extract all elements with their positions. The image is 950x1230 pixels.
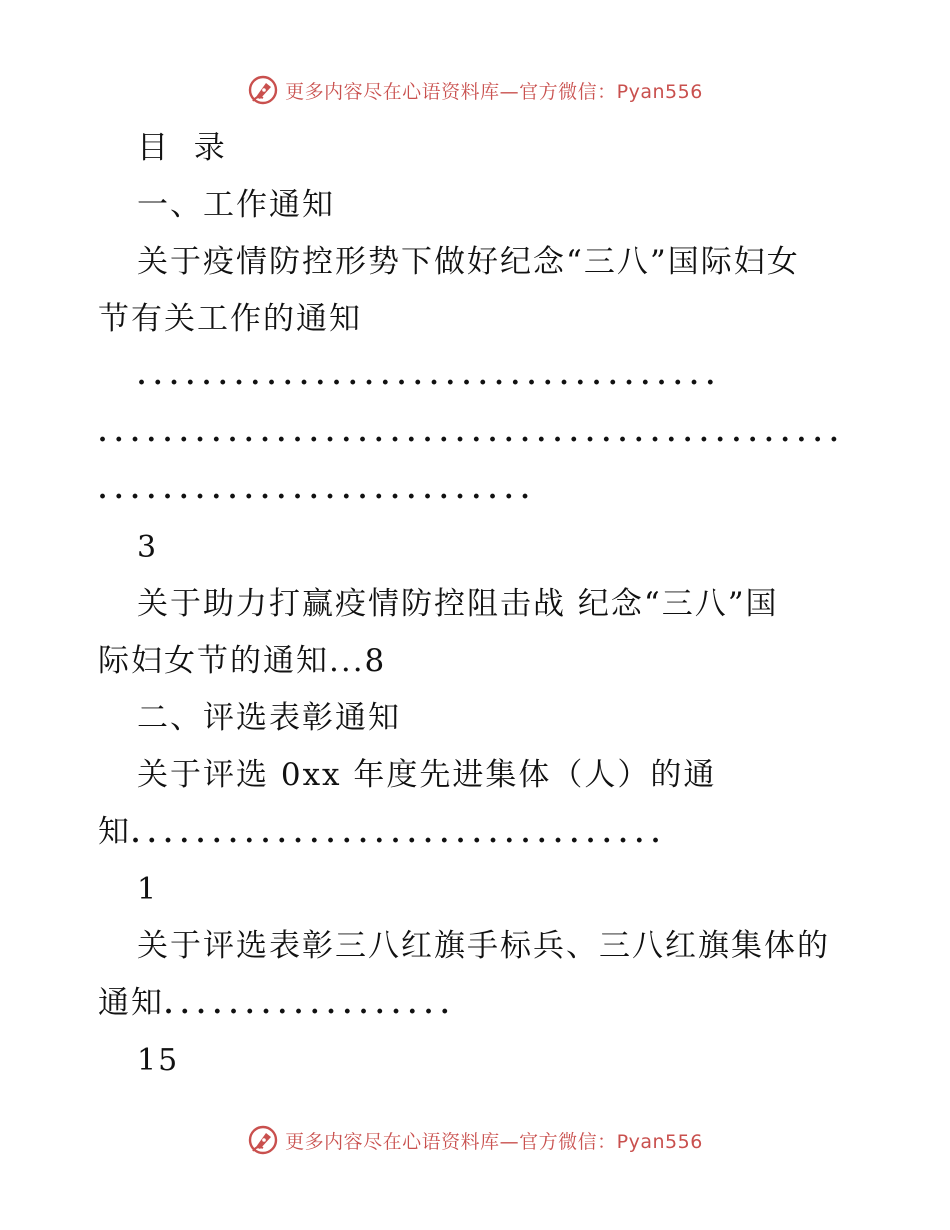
toc-leader-dots: ........................... <box>98 475 537 505</box>
toc-page-number: 3 <box>137 530 159 565</box>
toc-entry-title: 知 <box>98 814 131 850</box>
section-heading-work-notices: 一、工作通知 <box>137 187 335 223</box>
toc-entry-title: 关于疫情防控形势下做好纪念“三八”国际妇女 <box>137 244 800 280</box>
pen-nib-logo-icon <box>247 1124 279 1156</box>
toc-leader-dots: .............................................. <box>98 418 846 448</box>
toc-leader-dots: ................................. <box>131 819 668 849</box>
toc-entry-title: 关于评选表彰三八红旗手标兵、三八红旗集体的 <box>137 928 830 964</box>
header-banner-text: 更多内容尽在心语资料库—官方微信：Pyan556 <box>285 80 703 103</box>
footer-banner <box>0 1120 950 1160</box>
toc-entry-title: 通知 <box>98 985 164 1021</box>
toc-entry-title: 关于助力打赢疫情防控阻击战 纪念“三八”国 <box>137 586 779 622</box>
toc-entry-title: 际妇女节的通知...8 <box>98 643 387 679</box>
toc-content <box>98 120 858 1089</box>
toc-leader-dots: .................. <box>164 990 457 1020</box>
toc-entry-line <box>98 804 858 861</box>
toc-entry-title: 关于评选 0xx 年度先进集体（人）的通 <box>137 757 717 793</box>
toc-page-number: 15 <box>137 1043 180 1078</box>
toc-leader-dots: .................................... <box>137 361 723 391</box>
toc-entry-title: 节有关工作的通知 <box>98 301 362 337</box>
footer-banner-text: 更多内容尽在心语资料库—官方微信：Pyan556 <box>285 1130 703 1153</box>
pen-nib-logo-icon <box>247 74 279 106</box>
toc-entry-line <box>98 975 858 1032</box>
section-heading-commendation-notices: 二、评选表彰通知 <box>137 700 401 736</box>
toc-title: 目 录 <box>137 130 227 166</box>
toc-page-number: 1 <box>137 872 159 907</box>
header-banner <box>0 70 950 110</box>
